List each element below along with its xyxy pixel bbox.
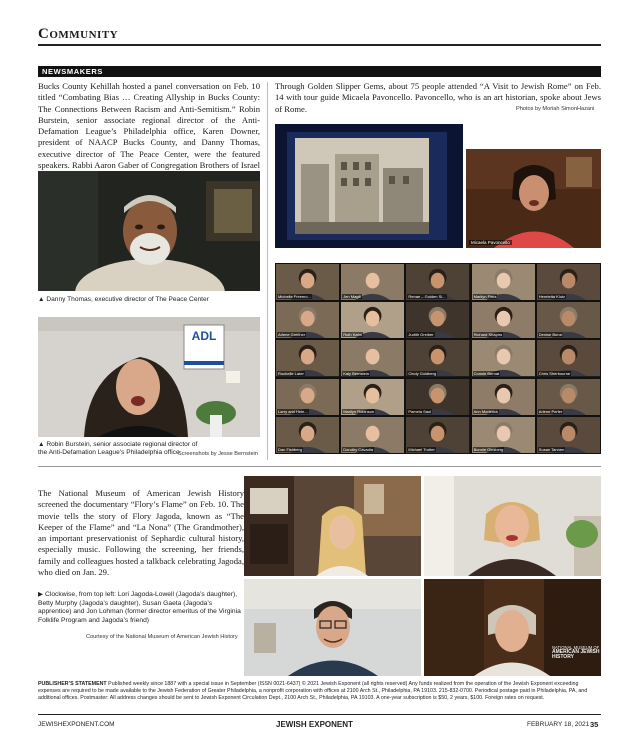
museum-line1: NATIONAL MUSEUM OF: [552, 645, 600, 650]
publisher-text: Published weekly since 1887 with a special issue in September (ISSN 0021-6437) © 2021 Jewish Exponent (all rights reserved) Any funds realized from the operation of the Jewish Exponent exceeding expenses are required to be made available to the Jewish Federation of Greater Philadelphia, a nonprofit corporation with offices at 2100 Arch St., Philadelphia, PA 19103. 215-832-0700. Periodical postage paid in Philadelphia, PA, and additional offices. Postmaster: All address changes should be sent to Jewish Exponent Circulation Dept., 2100 Arch St., Philadelphia, PA 19103. A one-year subscription is $50, 2 years, $100. Foreign rates on request.: [38, 681, 588, 701]
participant-name: Larry and Hele...: [278, 408, 308, 414]
section-title: Community: [38, 26, 119, 42]
lori-jagoda-lowell-video: [244, 476, 421, 576]
participant-tile: [472, 302, 535, 338]
participant-tile: [537, 302, 600, 338]
participant-name: Kaly Bernstein: [343, 370, 369, 376]
participant-name: Chris Sherbourne: [538, 370, 571, 376]
participant-name: Cindy Goldberg: [408, 370, 437, 376]
participant-name: Bonnie Ginsberg: [473, 447, 504, 452]
participant-tile: [406, 417, 469, 453]
participant-name: Rochelle Later: [278, 370, 304, 376]
participant-tile: [472, 264, 535, 300]
story3-credit: Courtesy of the National Museum of American Jewish History: [86, 634, 238, 640]
story3-text: The National Museum of American Jewish History screened the documentary “Flory’s Flame” on Feb. 10. The movie tells the story of Flory Jagoda, known as “The Keeper of the Flame” and “La Nona” (The Grandmother), an important preservationist of Sephardic cultural history, especially music. Following the screening, her friends, family and colleagues hosted a talkback celebrating Jagoda, who died on Jan. 29.: [38, 488, 244, 578]
participant-tile: [406, 264, 469, 300]
participant-tile: [537, 379, 600, 415]
zoom-participant-grid: [275, 263, 601, 454]
participant-tile: [341, 340, 404, 376]
participant-name: Jen Magill: [343, 294, 362, 300]
museum-line3: HISTORY: [552, 654, 574, 660]
museum-line2: AMERICAN JEWISH: [552, 649, 600, 655]
micaela-pavoncello-video: [466, 149, 601, 248]
story2-text: Through Golden Slipper Gems, about 75 people attended “A Visit to Jewish Rome” on Feb. 14 with tour guide Micaela Pavoncello. Pavoncello, who is an art historian, spoke about Jews of Rome.: [275, 81, 601, 114]
participant-name: Michael Trotter: [408, 447, 435, 452]
participant-tile: [472, 340, 535, 376]
robin-burstein-photo: [38, 317, 260, 437]
participant-name: Dorothy Cavadia: [343, 447, 373, 452]
participant-tile: [276, 264, 339, 300]
participant-name: Ann Moderick: [473, 408, 499, 414]
newsmakers-bar: [38, 66, 601, 77]
participant-name: Ruth Kahn: [343, 332, 363, 338]
participant-tile: [406, 302, 469, 338]
footer-page-number: 35: [590, 720, 599, 729]
participant-tile: [341, 264, 404, 300]
participant-tile: [341, 379, 404, 415]
participant-tile: [341, 302, 404, 338]
story1-credit: Screenshots by Jesse Bernstein: [178, 451, 258, 457]
footer-website[interactable]: JEWISHEXPONENT.COM: [38, 721, 115, 728]
betty-murphy-video: [424, 476, 601, 576]
danny-thomas-photo: [38, 171, 260, 291]
museum-watermark: [552, 645, 600, 660]
rome-slide-screenshot: [275, 124, 463, 248]
participant-tile: [341, 417, 404, 453]
story1-caption2: ▲ Robin Burstein, senior associate regional director of the Anti-Defamation League’s Philadelphia office: [38, 441, 198, 457]
participant-name: Marilyn Robinson: [343, 408, 375, 414]
story1-caption1: ▲ Danny Thomas, executive director of The Peace Center: [38, 296, 209, 303]
publisher-statement: [38, 681, 601, 701]
participant-name: Henrietta Klotz: [538, 294, 566, 300]
footer-date: FEBRUARY 18, 2021: [527, 721, 590, 728]
newsmakers-label: NEWSMAKERS: [42, 67, 104, 76]
participant-tile: [276, 340, 339, 376]
participant-name: Pamela Saul: [408, 408, 432, 414]
participant-name: Michelle Freemo...: [278, 294, 311, 300]
participant-name: Susan Tannen: [538, 447, 565, 452]
story3-caption: ▶ Clockwise, from top left: Lori Jagoda-Lowell (Jagoda’s daughter), Betty Murphy (Jagoda’s daughter), Susan Gaeta (Jagoda’s apprentice) and Jon Lohman (former director emeritus of the Virginia Folklife Program and Jagoda’s friend): [38, 591, 241, 624]
participant-tile: [406, 340, 469, 376]
jon-lohman-video: [244, 579, 421, 676]
participant-name: Arlene Porter: [538, 408, 563, 414]
column-divider: [267, 82, 268, 460]
adl-logo: ADL: [191, 329, 217, 343]
participant-tile: [472, 417, 535, 453]
participant-name: Marilyn Fima: [473, 294, 497, 300]
participant-name: Richard Shapiro: [473, 332, 503, 338]
participant-tile: [276, 302, 339, 338]
participant-tile: [276, 417, 339, 453]
participant-name: Judith Greiber: [408, 332, 434, 338]
participant-name: Arlene Greither: [278, 332, 306, 338]
participant-tile: [276, 379, 339, 415]
header-rule: [38, 44, 601, 46]
participant-tile: [406, 379, 469, 415]
footer-rule: [38, 714, 601, 715]
susan-gaeta-video: [424, 579, 601, 676]
participant-name: Renae – Golden Sl...: [408, 294, 446, 300]
footer-paper-name: JEWISH EXPONENT: [276, 720, 353, 729]
section-rule: [38, 466, 601, 467]
speaker-label: Micaela Pavoncello: [471, 240, 510, 245]
participant-name: Denise Bunzl: [538, 332, 563, 338]
story1-text: Bucks County Kehillah hosted a panel conversation on Feb. 10 titled “Combating Bias … Creating Allyship in Bucks County: The Connections Between Racism and Anti-Semitism.” Robin Burstein, senior associate regional director of the Anti-Defamation League’s Philadelphia office, Karen Downer, president of NAACP Bucks County, and Danny Thomas, executive director of The Peace Center, were the featured speakers. Rabbi Aaron Gaber of Congregation Brothers of Israel: [38, 81, 260, 171]
publisher-label: PUBLISHER’S STATEMENT: [38, 681, 107, 687]
participant-tile: [537, 264, 600, 300]
participant-name: Dan Fishberg: [278, 447, 303, 452]
participant-tile: [537, 417, 600, 453]
participant-name: Connie Bernat: [473, 370, 500, 376]
story2-credit: Photos by Moriah SimonHazani: [516, 106, 595, 112]
participant-tile: [537, 340, 600, 376]
participant-tile: [472, 379, 535, 415]
